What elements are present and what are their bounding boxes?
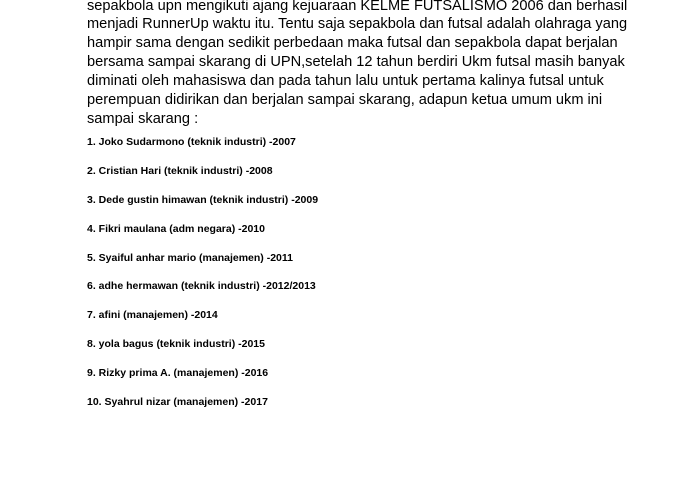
list-item: 6. adhe hermawan (teknik industri) -2012/2013 (87, 280, 316, 293)
paragraph-line: sampai skarang : (87, 111, 199, 127)
paragraph-line: perempuan didirikan dan berjalan sampai skarang, adapun ketua umum ukm ini (87, 92, 603, 108)
paragraph-line: hampir sama dengan sedikit perbedaan maka futsal dan sepakbola dapat berjalan (87, 35, 618, 51)
list-item: 9. Rizky prima A. (manajemen) -2016 (87, 367, 269, 380)
chairmen-list (87, 136, 318, 425)
list-item: 5. Syaiful anhar mario (manajemen) -2011 (87, 251, 294, 264)
list-item: 8. yola bagus (teknik industri) -2015 (87, 338, 265, 351)
paragraph-line: bersama sampai skarang di UPN,setelah 12 tahun berdiri Ukm futsal masih banyak (87, 54, 625, 70)
list-item: 3. Dede gustin himawan (teknik industri) -2009 (87, 193, 319, 206)
list-item: 4. Fikri maulana (adm negara) -2010 (87, 222, 265, 235)
list-item: 1. Joko Sudarmono (teknik industri) -2007 (87, 136, 296, 148)
paragraph-line: diminati oleh mahasiswa dan pada tahun lalu untuk pertama kalinya futsal untuk (87, 73, 604, 89)
list-item: 10. Syahrul nizar (manajemen) -2017 (87, 396, 268, 409)
paragraph-line: sepakbola upn mengikuti ajang kejuaraan KELME FUTSALISMO 2006 dan berhasil (87, 0, 628, 14)
paragraph-line: menjadi RunnerUp waktu itu. Tentu saja sepakbola dan futsal adalah olahraga yang (87, 16, 628, 32)
list-item: 7. afini (manajemen) -2014 (87, 309, 218, 322)
list-item: 2. Cristian Hari (teknik industri) -2008 (87, 164, 273, 177)
